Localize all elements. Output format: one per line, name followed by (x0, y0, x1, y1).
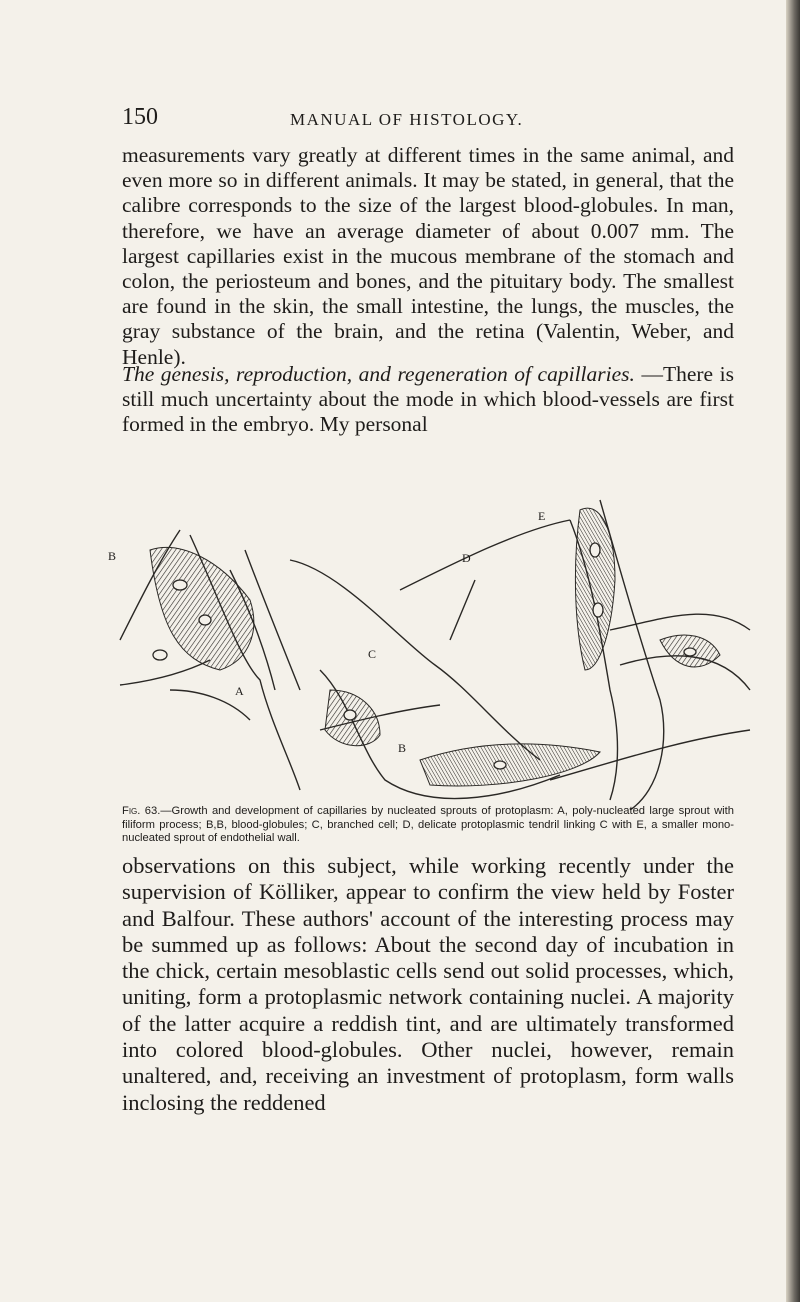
section-heading: The genesis, reproduction, and regeneration of capillaries. (122, 362, 635, 386)
figure-caption (122, 805, 734, 846)
shaded-regions (150, 508, 720, 786)
figure-caption-label: Fig. 63. (122, 805, 161, 817)
capillary-engraving (100, 490, 760, 810)
label-c: C (368, 647, 377, 661)
paragraph-3: observations on this subject, while working recently under the supervision of Kölliker, appear to confirm the view held by Foster and Balfour. These authors' account of the interesting process may be summed up as follows: About the second day of incubation in the chick, certain mesoblastic cells send out solid processes, which, uniting, form a protoplasmic network containing nuclei. A majority of the latter acquire a reddish tint, and are ultimately transformed into colored blood-globules. Other nuclei, however, remain unaltered, and, receiving an investment of protoplasm, form walls inclosing the reddened (122, 853, 734, 1115)
running-head: MANUAL OF HISTOLOGY. (290, 110, 524, 129)
label-b-right: B (398, 741, 407, 755)
figure-caption-text: —Growth and development of capillaries by nucleated sprouts of protoplasm: A, poly-nucleated large sprout with filiform process; B,B, blood-globules; C, branched cell; D, delicate protoplasmic tendril linking C with E, a smaller mono-nucleated sprout of endothelial wall. (122, 805, 734, 844)
label-b-left: B (108, 549, 117, 563)
paragraph-2 (122, 362, 734, 438)
label-d: D (462, 551, 471, 565)
figure-63-illustration (100, 490, 760, 810)
paragraph-2-text: —There is still much uncertainty about the mode in which blood-vessels are first formed in the embryo. My personal (122, 362, 734, 437)
page-header (122, 104, 722, 134)
label-e: E (538, 509, 546, 523)
label-a: A (235, 684, 244, 698)
page-edge (786, 0, 800, 1302)
page-number: 150 (122, 104, 158, 130)
paragraph-1: measurements vary greatly at different times in the same animal, and even more so in different animals. It may be stated, in general, that the calibre corresponds to the size of the largest blood-globules. In man, therefore, we have an average diameter of about 0.007 mm. The largest capillaries exist in the mucous membrane of the stomach and colon, the periosteum and bones, and the pituitary body. The smallest are found in the skin, the small intestine, the lungs, the muscles, the gray substance of the brain, and the retina (Valentin, Weber, and Henle). (122, 143, 734, 369)
